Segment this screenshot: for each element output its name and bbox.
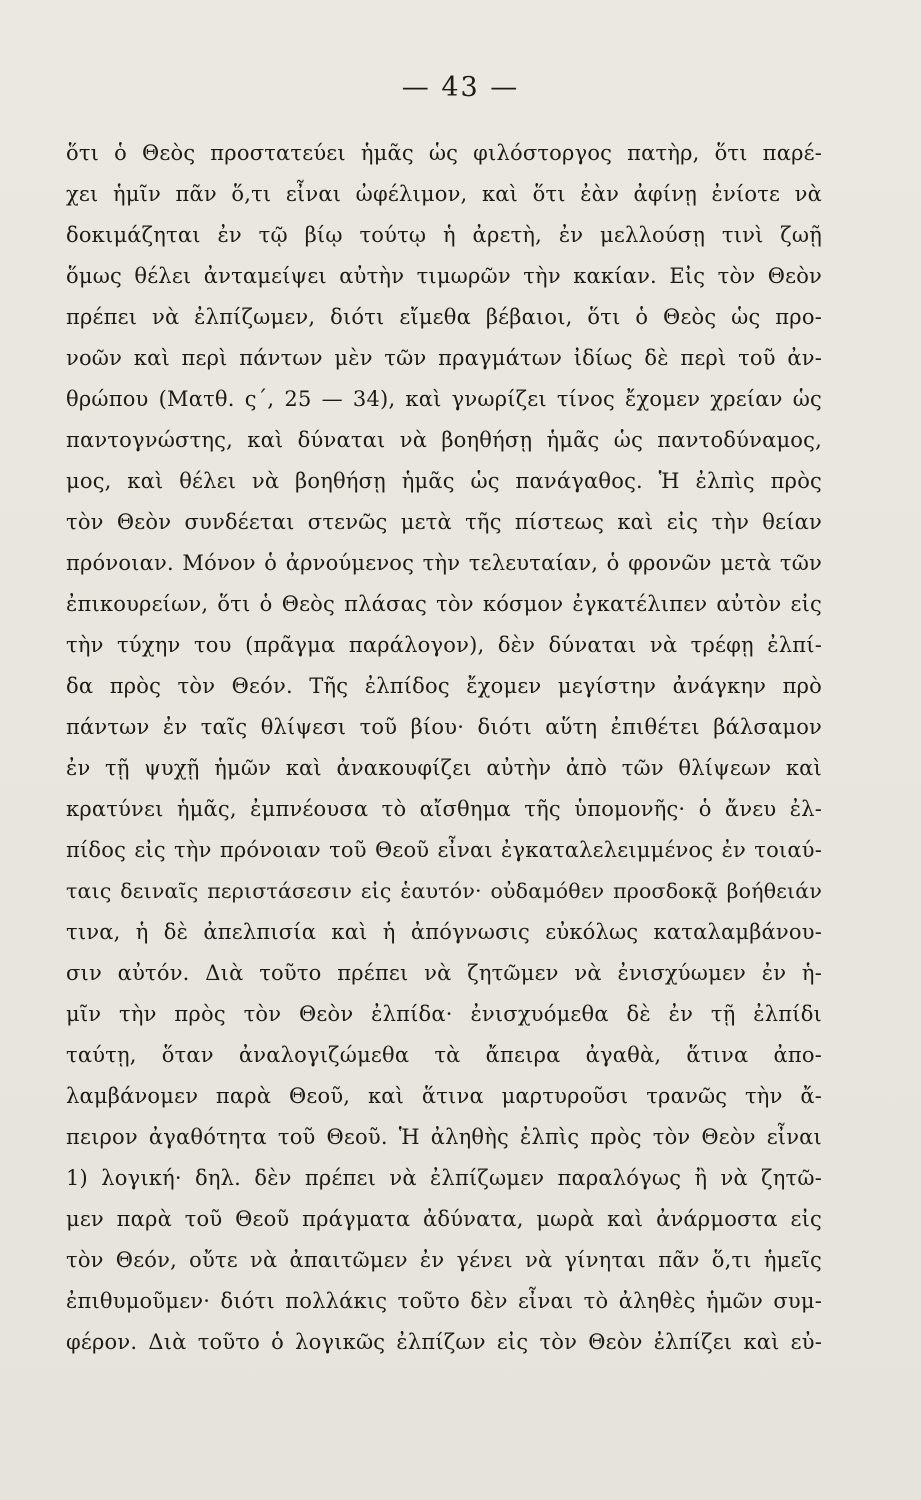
text-line: νοῶν καὶ περὶ πάντων μὲν τῶν πραγμάτων ἰδίως δὲ περὶ τοῦ ἀν-: [66, 346, 822, 370]
text-line: παντογνώστης, καὶ δύναται νὰ βοηθήσῃ ἡμᾶς ὡς παντοδύναμος,: [66, 428, 822, 452]
text-line: πειρον ἀγαθότητα τοῦ Θεοῦ. Ἡ ἀληθὴς ἐλπὶς πρὸς τὸν Θεὸν εἶναι: [66, 1125, 822, 1149]
text-line: ὅτι ὁ Θεὸς προστατεύει ἡμᾶς ὡς φιλόστοργος πατὴρ, ὅτι παρέ-: [66, 141, 822, 165]
text-line: δοκιμάζηται ἐν τῷ βίῳ τούτῳ ἡ ἀρετὴ, ἐν μελλούσῃ τινὶ ζωῇ: [66, 223, 822, 247]
text-line: ταύτῃ, ὅταν ἀναλογιζώμεθα τὰ ἄπειρα ἀγαθὰ, ἅτινα ἀπο-: [66, 1043, 822, 1067]
text-line: μῖν τὴν πρὸς τὸν Θεὸν ἐλπίδα· ἐνισχυόμεθα δὲ ἐν τῇ ἐλπίδι: [66, 1002, 822, 1026]
text-line: ἐπιθυμοῦμεν· διότι πολλάκις τοῦτο δὲν εἶναι τὸ ἀληθὲς ἡμῶν συμ-: [66, 1289, 822, 1313]
text-line: ὅμως θέλει ἀνταμείψει αὐτὴν τιμωρῶν τὴν κακίαν. Εἰς τὸν Θεὸν: [66, 264, 822, 288]
text-line: τὸν Θεόν, οὔτε νὰ ἀπαιτῶμεν ἐν γένει νὰ γίνηται πᾶν ὅ,τι ἡμεῖς: [66, 1248, 822, 1272]
text-line: μος, καὶ θέλει νὰ βοηθήσῃ ἡμᾶς ὡς πανάγαθος. Ἡ ἐλπὶς πρὸς: [66, 469, 822, 493]
text-line: πρέπει νὰ ἐλπίζωμεν, διότι εἴμεθα βέβαιοι, ὅτι ὁ Θεὸς ὡς προ-: [66, 305, 822, 329]
text-line: ἐπικουρείων, ὅτι ὁ Θεὸς πλάσας τὸν κόσμον ἐγκατέλιπεν αὐτὸν εἰς: [66, 592, 822, 616]
text-line: ταις δειναῖς περιστάσεσιν εἰς ἑαυτόν· οὐδαμόθεν προσδοκᾷ βοήθειάν: [66, 879, 822, 903]
text-line: μεν παρὰ τοῦ Θεοῦ πράγματα ἀδύνατα, μωρὰ καὶ ἀνάρμοστα εἰς: [66, 1207, 822, 1231]
text-line: θρώπου (Ματθ. ς΄, 25 — 34), καὶ γνωρίζει τίνος ἔχομεν χρείαν ὡς: [66, 387, 822, 411]
text-line: δα πρὸς τὸν Θεόν. Τῆς ἐλπίδος ἔχομεν μεγίστην ἀνάγκην πρὸ: [66, 674, 822, 698]
text-line: φέρον. Διὰ τοῦτο ὁ λογικῶς ἐλπίζων εἰς τὸν Θεὸν ἐλπίζει καὶ εὐ-: [66, 1330, 822, 1354]
text-line: τὸν Θεὸν συνδέεται στενῶς μετὰ τῆς πίστεως καὶ εἰς τὴν θείαν: [66, 510, 822, 534]
page-number: — 43 —: [401, 72, 520, 103]
text-line: ἐν τῇ ψυχῇ ἡμῶν καὶ ἀνακουφίζει αὐτὴν ἀπὸ τῶν θλίψεων καὶ: [66, 756, 822, 780]
text-line: τινα, ἡ δὲ ἀπελπισία καὶ ἡ ἀπόγνωσις εὐκόλως καταλαμβάνου-: [66, 920, 822, 944]
text-line: πίδος εἰς τὴν πρόνοιαν τοῦ Θεοῦ εἶναι ἐγκαταλελειμμένος ἐν τοιαύ-: [66, 838, 822, 862]
text-line: τὴν τύχην του (πρᾶγμα παράλογον), δὲν δύναται νὰ τρέφῃ ἐλπί-: [66, 633, 822, 657]
text-line: 1) λογική· δηλ. δὲν πρέπει νὰ ἐλπίζωμεν παραλόγως ἢ νὰ ζητῶ-: [66, 1166, 822, 1190]
text-line: κρατύνει ἡμᾶς, ἐμπνέουσα τὸ αἴσθημα τῆς ὑπομονῆς· ὁ ἄνευ ἐλ-: [66, 797, 822, 821]
body-text: [66, 133, 822, 1363]
text-line: πρόνοιαν. Μόνον ὁ ἀρνούμενος τὴν τελευταίαν, ὁ φρονῶν μετὰ τῶν: [66, 551, 822, 575]
text-line: λαμβάνομεν παρὰ Θεοῦ, καὶ ἅτινα μαρτυροῦσι τρανῶς τὴν ἄ-: [66, 1084, 822, 1108]
text-line: πάντων ἐν ταῖς θλίψεσι τοῦ βίου· διότι αὕτη ἐπιθέτει βάλσαμον: [66, 715, 822, 739]
text-line: χει ἡμῖν πᾶν ὅ,τι εἶναι ὠφέλιμον, καὶ ὅτι ἐὰν ἀφίνῃ ἐνίοτε νὰ: [66, 182, 822, 206]
text-line: σιν αὐτόν. Διὰ τοῦτο πρέπει νὰ ζητῶμεν νὰ ἐνισχύωμεν ἐν ἡ-: [66, 961, 822, 985]
